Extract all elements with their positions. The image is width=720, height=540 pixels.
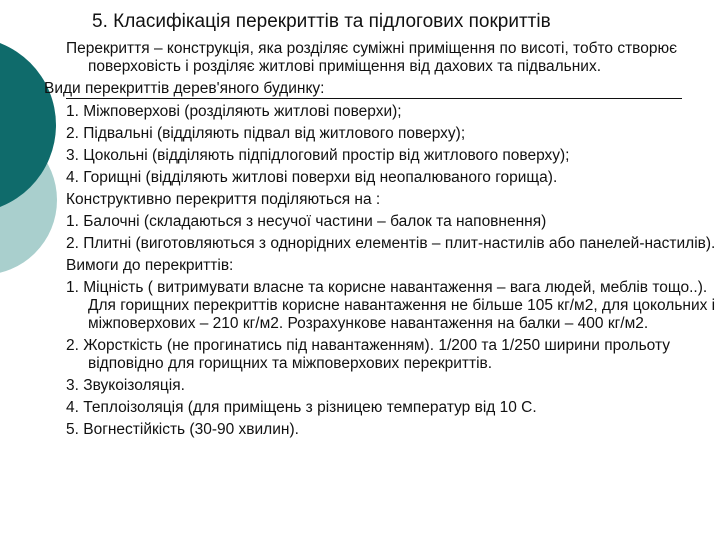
list-item: 3. Звукоізоляція. xyxy=(66,377,185,394)
list-item: 1. Міцність ( витримувати власне та корисне навантаження – вага людей, меблів тощо..). Для горищних перекриттів корисне навантаження не більше 105 кг/м2, для цокольних і міжповерхових – 210 кг/м2. Розрахункове навантаження на балки – 400 кг/м2. xyxy=(66,279,716,332)
definition-paragraph: Перекриття – конструкція, яка розділяє суміжні приміщення по висоті, тобто створює поверховість і розділяє житлові приміщення від дахових та підвальних. xyxy=(66,40,678,75)
list-item: 5. Вогнестійкість (30-90 хвилин). xyxy=(66,421,299,438)
list-item: 1. Балочні (складаються з несучої частини – балок та наповнення) xyxy=(66,213,547,230)
slide-body xyxy=(44,40,716,443)
requirements-heading: Вимоги до перекриттів: xyxy=(66,257,234,274)
list-item: 2. Жорсткість (не прогинатись під навантаженням). 1/200 та 1/250 ширини прольоту відповідно для горищних та міжповерхових перекриттів. xyxy=(66,337,670,372)
slide-title: 5. Класифікація перекриттів та підлогових покриттів xyxy=(92,11,551,32)
list-item: 4. Горищні (відділяють житлові поверхи від неопалюваного горища). xyxy=(66,169,558,186)
list-item: 2. Підвальні (відділяють підвал від житлового поверху); xyxy=(66,125,466,142)
types-heading xyxy=(44,80,716,99)
list-item: 2. Плитні (виготовляються з однорідних елементів – плит-настилів або панелей-настилів). xyxy=(66,235,716,252)
decorative-circles xyxy=(0,0,70,300)
list-item: 4. Теплоізоляція (для приміщень з різницею температур від 10 С. xyxy=(66,399,537,416)
list-item: 3. Цокольні (відділяють підпідлоговий простір від житлового поверху); xyxy=(66,147,570,164)
types-heading-text: Види перекриттів дерев'яного будинку: xyxy=(66,80,682,99)
list-item: 1. Міжповерхові (розділяють житлові поверхи); xyxy=(66,103,402,120)
construction-heading: Конструктивно перекриття поділяються на : xyxy=(66,191,381,208)
